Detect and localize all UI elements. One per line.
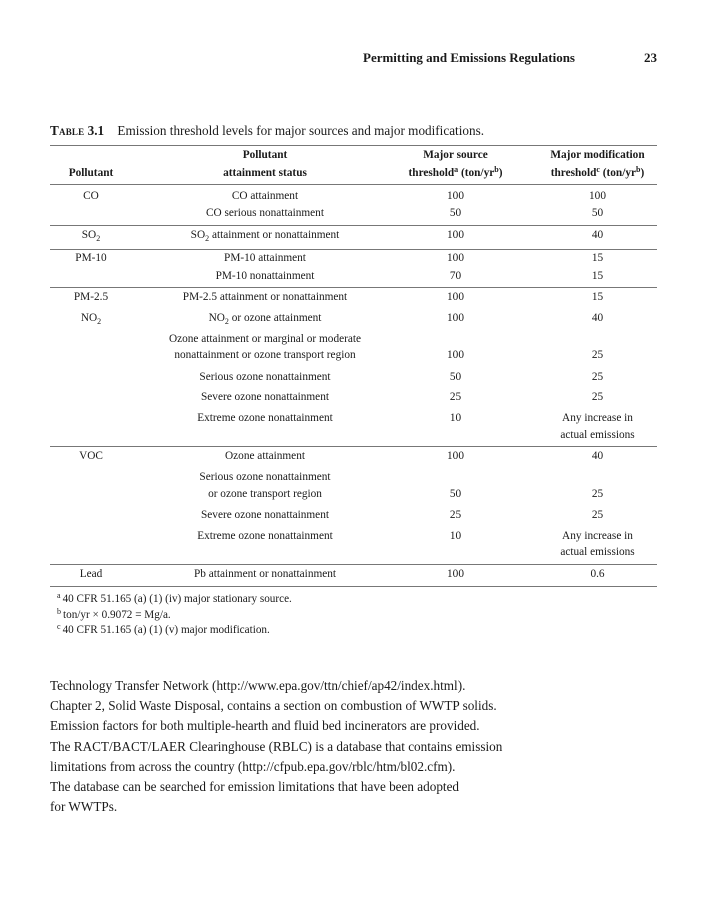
body-line: The database can be searched for emission limitations that have been adopted xyxy=(50,779,460,795)
pm10-mod-2: 15 xyxy=(591,270,604,282)
no2-status-5: Extreme ozone nonattainment xyxy=(197,412,333,424)
no2-major-3: 50 xyxy=(449,371,462,383)
body-line: limitations from across the country (http://cfpub.epa.gov/rblc/htm/bl02.cfm). xyxy=(50,758,456,774)
co-mod-1: 100 xyxy=(589,190,606,202)
pm25-major: 100 xyxy=(447,291,464,303)
lead-major: 100 xyxy=(447,568,464,580)
lead-status: Pb attainment or nonattainment xyxy=(193,568,337,580)
co-pollutant: CO xyxy=(83,190,99,202)
pm10-status-2: PM-10 nonattainment xyxy=(215,270,315,282)
voc-major-4: 10 xyxy=(449,530,462,542)
no2-mod-3: 25 xyxy=(591,371,604,383)
no2-pollutant: $NO_2$ xyxy=(80,312,102,326)
header-status-line1: Pollutant xyxy=(242,149,288,161)
so2-mod: 40 xyxy=(591,229,604,241)
table-number: 3.1 xyxy=(87,123,105,138)
table-rule-bottom xyxy=(50,586,657,587)
table-rule xyxy=(50,249,657,250)
pm25-pollutant: PM-2.5 xyxy=(73,291,109,303)
voc-status-3: Severe ozone nonattainment xyxy=(201,509,329,521)
page-number: 23 xyxy=(644,50,657,65)
table-rule xyxy=(50,446,657,447)
voc-status-1: Ozone attainment xyxy=(225,450,305,462)
header-pollutant: Pollutant xyxy=(68,167,114,179)
table-caption xyxy=(50,123,484,139)
voc-status-2-line1: Serious ozone nonattainment xyxy=(199,471,331,483)
no2-mod-2: 25 xyxy=(591,349,604,361)
voc-mod-2: 25 xyxy=(591,488,604,500)
table-rule-header xyxy=(50,184,657,185)
no2-major-2: 100 xyxy=(447,349,464,361)
header-major-line2: threshold$^a$ $(ton/yr^b)$ xyxy=(408,165,503,179)
co-status-2: CO serious nonattainment xyxy=(206,207,324,219)
no2-major-5: 10 xyxy=(449,412,462,424)
no2-status-4: Severe ozone nonattainment xyxy=(201,391,329,403)
body-line: for WWTPs. xyxy=(50,799,118,815)
header-mod-line2: threshold$^c$ $(ton/yr^b)$ xyxy=(550,165,645,179)
voc-major-1: 100 xyxy=(447,450,464,462)
voc-status-2-line2: or ozone transport region xyxy=(208,488,322,500)
voc-mod-4-line1: Any increase in xyxy=(562,530,633,542)
voc-mod-1: 40 xyxy=(591,450,604,462)
lead-mod: 0.6 xyxy=(590,568,605,580)
table-rule xyxy=(50,564,657,565)
co-status-1: CO attainment xyxy=(231,190,299,202)
table-caption-text: Emission threshold levels for major sources and major modifications. xyxy=(117,123,485,138)
footnote-c: $^c$ 40 CFR 51.165 (a) (1) (v) major modification. xyxy=(57,622,270,636)
pm10-mod-1: 15 xyxy=(591,252,604,264)
voc-status-4: Extreme ozone nonattainment xyxy=(197,530,333,542)
voc-major-3: 25 xyxy=(449,509,462,521)
body-paragraph xyxy=(50,676,574,817)
voc-mod-4-line2: actual emissions xyxy=(560,546,635,558)
co-major-2: 50 xyxy=(449,207,462,219)
table-label: Table xyxy=(50,123,85,138)
body-line: Chapter 2, Solid Waste Disposal, contains a section on combustion of WWTP solids. xyxy=(50,698,497,714)
voc-pollutant: VOC xyxy=(79,450,103,462)
header-major-line1: Major source xyxy=(423,149,488,161)
so2-status: $SO_2$ attainment or nonattainment xyxy=(190,229,340,243)
no2-major-4: 25 xyxy=(449,391,462,403)
no2-status-2-line1: Ozone attainment or marginal or moderate xyxy=(168,333,362,345)
body-line: Emission factors for both multiple-hearth and fluid bed incinerators are provided. xyxy=(50,718,480,734)
body-line: The RACT/BACT/LAER Clearinghouse (RBLC) is a database that contains emission xyxy=(50,738,503,754)
no2-mod-5-line2: actual emissions xyxy=(560,429,635,441)
no2-status-1: $NO_2$ or ozone attainment xyxy=(208,312,322,326)
so2-pollutant: $SO_2$ xyxy=(81,229,101,243)
no2-mod-5-line1: Any increase in xyxy=(562,412,633,424)
no2-status-3: Serious ozone nonattainment xyxy=(199,371,331,383)
table-rule-top xyxy=(50,145,657,146)
pm10-major-1: 100 xyxy=(447,252,464,264)
no2-status-2-line2: nonattainment or ozone transport region xyxy=(174,349,356,361)
header-mod-line1: Major modification xyxy=(550,149,645,161)
no2-major-1: 100 xyxy=(447,312,464,324)
running-head-title: Permitting and Emissions Regulations xyxy=(363,50,575,65)
footnote-a: $^a$ 40 CFR 51.165 (a) (1) (iv) major stationary source. xyxy=(57,591,292,605)
co-mod-2: 50 xyxy=(591,207,604,219)
pm10-status-1: PM-10 attainment xyxy=(224,252,306,264)
co-major-1: 100 xyxy=(447,190,464,202)
no2-mod-1: 40 xyxy=(591,312,604,324)
pm25-status: PM-2.5 attainment or nonattainment xyxy=(182,291,348,303)
so2-major: 100 xyxy=(447,229,464,241)
table-rule xyxy=(50,287,657,288)
header-status-line2: attainment status xyxy=(223,167,307,179)
table-rule xyxy=(50,225,657,226)
lead-pollutant: Lead xyxy=(79,568,103,580)
no2-mod-4: 25 xyxy=(591,391,604,403)
pm10-pollutant: PM-10 xyxy=(75,252,107,264)
footnote-b: $^b$ ton/yr × 0.9072 = Mg/a. xyxy=(57,606,171,621)
voc-mod-3: 25 xyxy=(591,509,604,521)
body-line: Technology Transfer Network (http://www.epa.gov/ttn/chief/ap42/index.html). xyxy=(50,678,466,693)
voc-major-2: 50 xyxy=(449,488,462,500)
pm25-mod: 15 xyxy=(591,291,604,303)
table-footnotes xyxy=(57,592,292,639)
pm10-major-2: 70 xyxy=(449,270,462,282)
